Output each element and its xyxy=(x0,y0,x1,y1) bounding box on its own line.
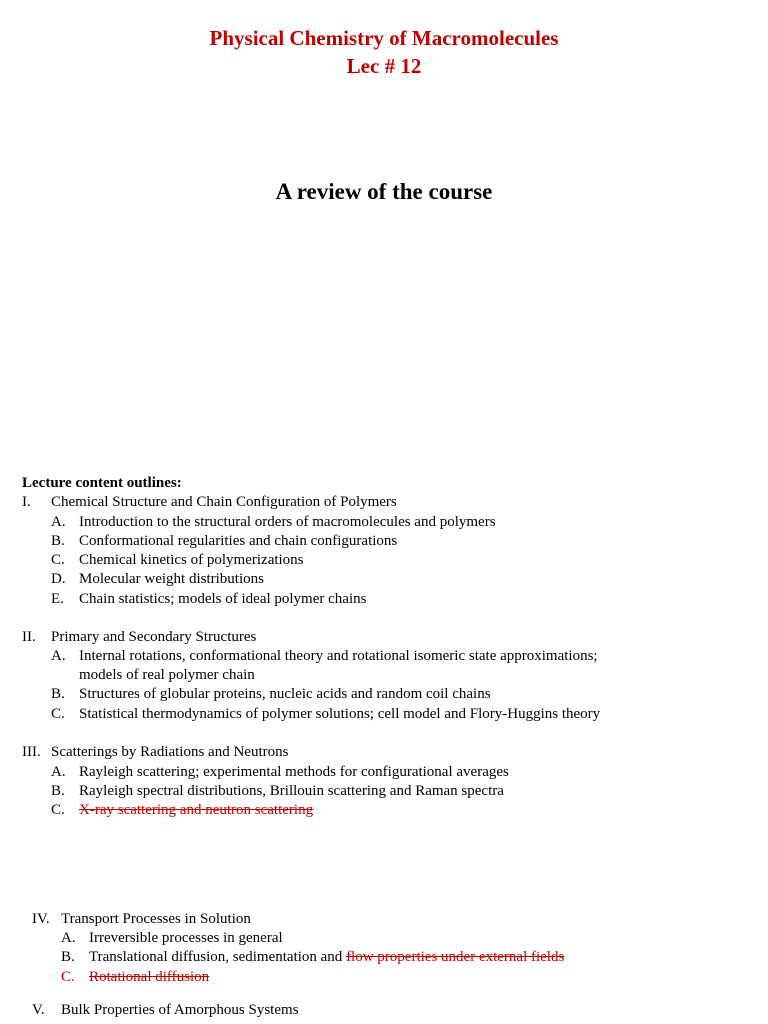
section-number: I. xyxy=(22,494,31,510)
item-text-struck: X-ray scattering and neutron scattering xyxy=(79,802,314,818)
item-text: Rotational diffusion xyxy=(89,969,210,985)
list-item xyxy=(51,685,491,704)
list-item xyxy=(51,782,504,801)
list-item xyxy=(51,513,496,532)
document-title: Physical Chemistry of Macromolecules xyxy=(209,26,559,50)
item-text: Translational diffusion, sedimentation and xyxy=(89,949,347,965)
item-letter: B. xyxy=(51,783,65,799)
item-letter: A. xyxy=(61,930,76,946)
outline-heading: Lecture content outlines: xyxy=(22,475,182,491)
list-item xyxy=(61,929,283,948)
item-letter: A. xyxy=(51,764,66,780)
section-number: III. xyxy=(22,744,41,760)
section-title: Bulk Properties of Amorphous Systems xyxy=(61,1002,299,1018)
item-text: Introduction to the structural orders of macromolecules and polymers xyxy=(79,514,496,530)
item-letter: D. xyxy=(51,571,66,587)
item-text: Conformational regularities and chain configurations xyxy=(79,533,398,549)
section-number: II. xyxy=(22,629,36,645)
section-III xyxy=(22,743,288,762)
item-letter: B. xyxy=(61,949,75,965)
list-item xyxy=(51,647,598,666)
section-title: Scatterings by Radiations and Neutrons xyxy=(51,744,289,760)
item-text: Statistical thermodynamics of polymer solutions; cell model and Flory-Huggins theory xyxy=(79,706,601,722)
item-text: Structures of globular proteins, nucleic acids and random coil chains xyxy=(79,686,491,702)
list-item xyxy=(51,551,304,570)
page-subtitle: A review of the course xyxy=(275,179,493,204)
list-item xyxy=(51,705,600,724)
item-text: Irreversible processes in general xyxy=(89,930,283,946)
list-item xyxy=(61,948,564,967)
section-V xyxy=(32,1001,299,1020)
item-text: Chain statistics; models of ideal polymer chains xyxy=(79,591,367,607)
list-item xyxy=(51,570,264,589)
section-number: IV. xyxy=(32,911,50,927)
item-text: Rayleigh spectral distributions, Brillouin scattering and Raman spectra xyxy=(79,783,504,799)
section-title: Primary and Secondary Structures xyxy=(51,629,257,645)
item-text: Internal rotations, conformational theory and rotational isomeric state approximations; xyxy=(79,648,598,664)
section-title: Chemical Structure and Chain Configuration of Polymers xyxy=(51,494,397,510)
item-letter: A. xyxy=(51,648,66,664)
lecture-number: Lec # 12 xyxy=(346,54,422,78)
item-text: Molecular weight distributions xyxy=(79,571,264,587)
item-letter: A. xyxy=(51,514,66,530)
item-letter: B. xyxy=(51,686,65,702)
section-title: Transport Processes in Solution xyxy=(61,911,251,927)
section-II xyxy=(22,628,256,647)
item-text-struck: flow properties under external fields xyxy=(346,949,565,965)
list-item xyxy=(51,532,397,551)
item-letter: C. xyxy=(51,552,65,568)
item-letter: B. xyxy=(51,533,65,549)
section-I xyxy=(22,493,397,512)
item-text: Rayleigh scattering; experimental methods for configurational averages xyxy=(79,764,509,780)
item-letter: C. xyxy=(61,969,75,985)
list-item-struck xyxy=(61,968,209,987)
list-item xyxy=(51,763,509,782)
list-item xyxy=(51,590,366,609)
item-text: Chemical kinetics of polymerizations xyxy=(79,552,304,568)
list-item xyxy=(51,801,313,820)
section-IV xyxy=(32,910,251,929)
item-letter: C. xyxy=(51,802,65,818)
item-letter: C. xyxy=(51,706,65,722)
list-item-continuation: models of real polymer chain xyxy=(79,667,255,683)
section-number: V. xyxy=(32,1002,45,1018)
item-letter: E. xyxy=(51,591,64,607)
